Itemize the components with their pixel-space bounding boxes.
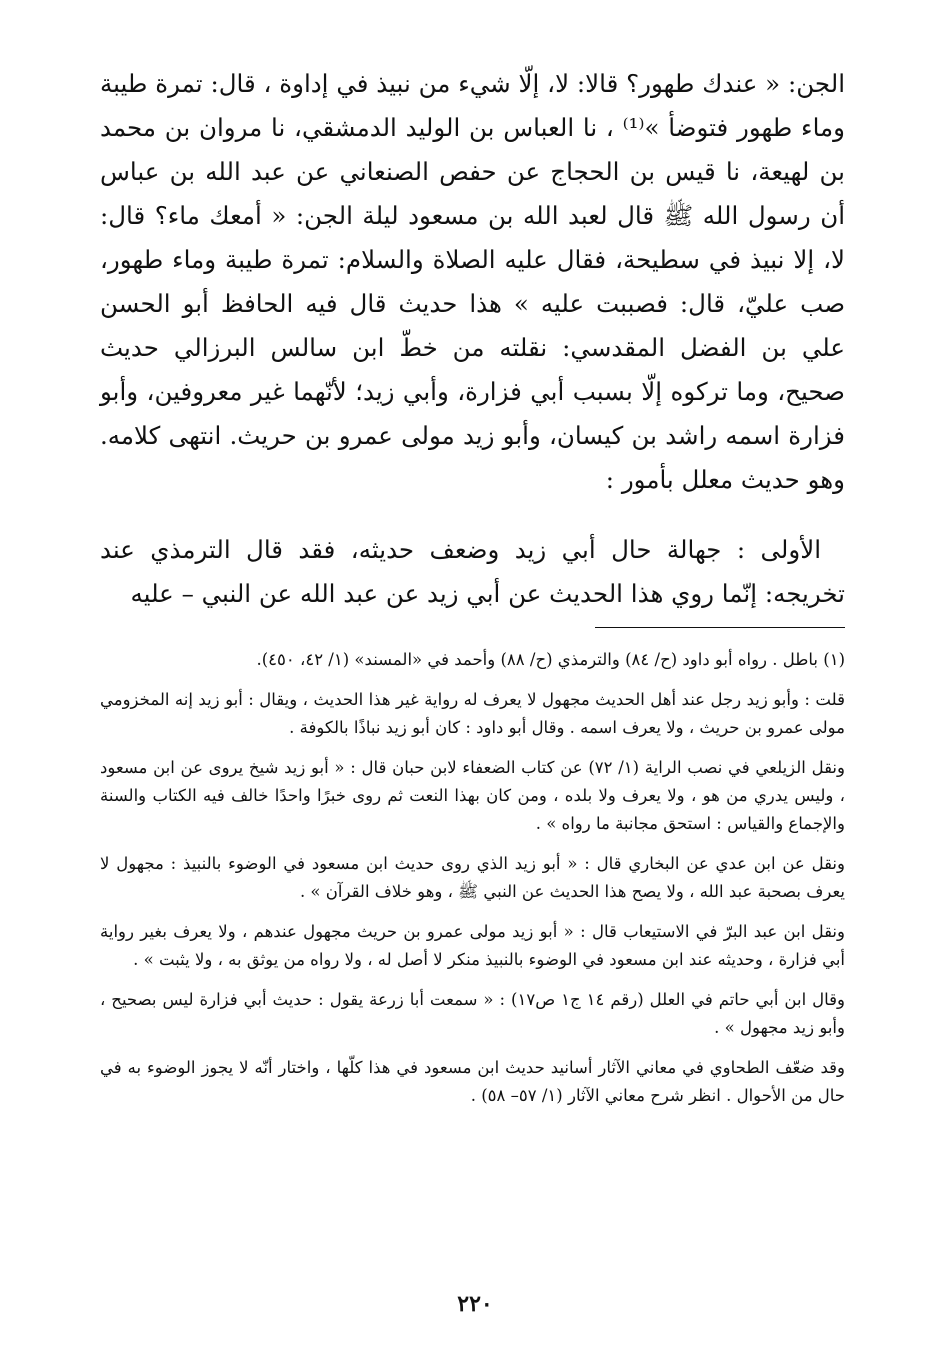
- footnote-divider: [595, 627, 845, 628]
- footnote: ونقل ابن عبد البرّ في الاستيعاب قال : « أبو زيد مولى عمرو بن حريث مجهول عندهم ، ولا يعرف بغير رواية أبي فزارة ، وحديثه عند ابن مسعود في الوضوء بالنبيذ منكر لا أصل له ، ولا رواه من يوثق به ، ولا يثبت » .: [100, 922, 845, 969]
- footnote: ونقل الزيلعي في نصب الراية (١/ ٧٢) عن كتاب الضعفاء لابن حبان قال : « أبو زيد شيخ يروى عن ابن مسعود ، وليس يدري من هو ، ولا يعرف ولا بلده ، ومن كان بهذا النعت ثم روى خبرًا واحدًا خالف فيه الكتاب والسنة والإجماع والقياس : استحق مجانبة ما رواه » .: [100, 758, 845, 833]
- main-paragraph: الجن: « عندك طهور؟ قالا: لا، إلّا شيء من نبيذ في إداوة ، قال: تمرة طيبة وماء طهور فتوضأ »⁽¹⁾ ، نا العباس بن الوليد الدمشقي، نا مروان بن محمد بن لهيعة، نا قيس بن الحجاج عن حفص الصنعاني عن عبد الله بن عباس أن رسول الله ﷺ قال لعبد الله بن مسعود ليلة الجن: « أمعك ماء؟ قال: لا، إلا نبيذ في سطيحة، فقال عليه الصلاة والسلام: تمرة طيبة وماء طهور، صب عليّ، قال: فصببت عليه » هذا حديث قال فيه الحافظ أبو الحسن علي بن الفضل المقدسي: نقلته من خطّ ابن سالس البرزالي حديث صحيح، وما تركوه إلّا بسبب أبي فزارة، وأبي زيد؛ لأنّهما غير معروفين، وأبو فزارة اسمه راشد بن كيسان، وأبو زيد مولى عمرو بن حريث. انتهى كلامه. وهو حديث معلل بأمور :: [100, 69, 846, 494]
- footnotes-section: [100, 646, 845, 1122]
- footnote: (١) باطل . رواه أبو داود (ح/ ٨٤) والترمذي (ح/ ٨٨) وأحمد في «المسند» (١/ ٤٢، ٤٥٠).: [256, 650, 845, 669]
- footnote: قلت : وأبو زيد رجل عند أهل الحديث مجهول لا يعرف له رواية غير هذا الحديث ، ويقال : أبو زيد إنه المخزومي مولى عمرو بن حريث ، ولا يعرف اسمه . وقال أبو داود : كان أبو زيد نباذًا بالكوفة .: [100, 690, 845, 737]
- footnote: وقال ابن أبي حاتم في العلل (رقم ١٤ ج١ ص١٧) : « سمعت أبا زرعة يقول : حديث أبي فزارة ليس بصحيح ، وأبو زيد مجهول » .: [100, 990, 846, 1037]
- footnote: ونقل عن ابن عدي عن البخاري قال : « أبو زيد الذي روى حديث ابن مسعود في الوضوء بالنبيذ : مجهول لا يعرف بصحبة عبد الله ، ولا يصح هذا الحديث عن النبي ﷺ ، وهو خلاف القرآن » .: [100, 854, 845, 901]
- page-number: ٢٢٠: [457, 1291, 493, 1317]
- footnote: وقد ضعّف الطحاوي في معاني الآثار أسانيد حديث ابن مسعود في هذا كلّها ، واختار أنّه لا يجوز الوضوء به في حال من الأحوال . انظر شرح معاني الآثار (١/ ٥٧– ٥٨) .: [100, 1058, 845, 1105]
- main-text-block: [100, 62, 845, 616]
- main-paragraph: الأولى : جهالة حال أبي زيد وضعف حديثه، فقد قال الترمذي عند تخريجه: إنّما روي هذا الحديث عن أبي زيد عن عبد الله عن النبي – عليه: [100, 535, 845, 608]
